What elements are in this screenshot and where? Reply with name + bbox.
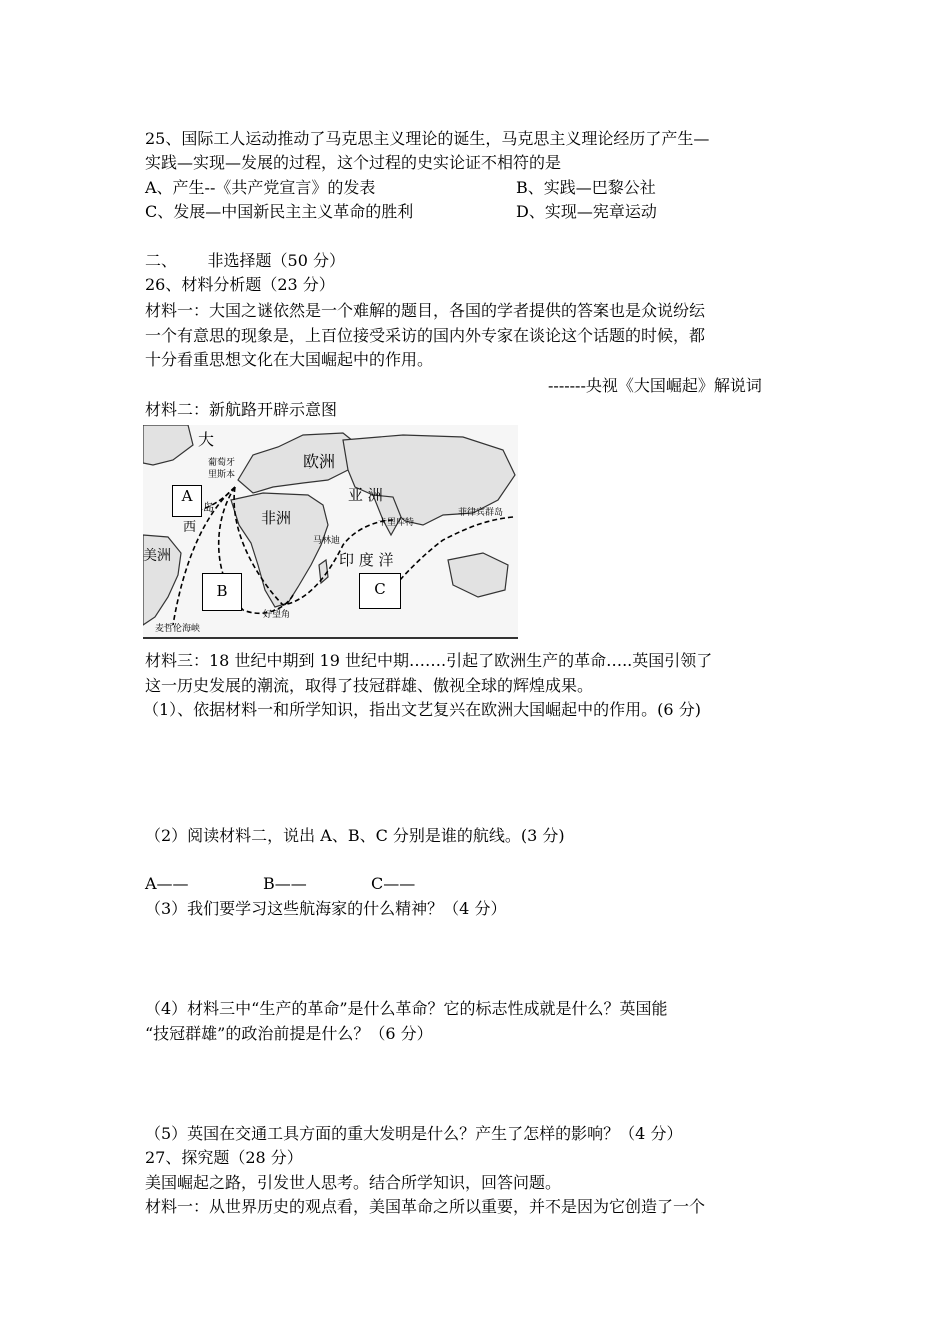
- map-box-c: C: [359, 573, 401, 609]
- map-label-america: 美洲: [143, 548, 171, 564]
- map-label-dao: 岛: [203, 501, 214, 514]
- q26-sub4-line1: （4）材料三中“生产的革命”是什么革命？它的标志性成就是什么？英国能: [145, 999, 668, 1018]
- australia-land: [448, 553, 508, 597]
- q25-option-b: B、实践—巴黎公社: [516, 178, 656, 197]
- map-label-indian-ocean: 印 度 洋: [339, 551, 394, 569]
- q25-option-d: D、实现—宪章运动: [516, 202, 657, 221]
- north-america-land: [143, 425, 193, 465]
- q26-sub2: （2）阅读材料二，说出 A、B、C 分别是谁的航线。(3 分): [145, 826, 565, 845]
- map-label-asia: 亚 洲: [348, 486, 383, 504]
- map-label-lisbon: 里斯本: [208, 470, 236, 480]
- q25-option-c: C、发展—中国新民主主义革命的胜利: [145, 202, 414, 221]
- q26-sub2-answer-a: A——: [145, 874, 189, 893]
- q26-title: 26、材料分析题（23 分）: [145, 275, 335, 294]
- q26-material1-source: -------央视《大国崛起》解说词: [548, 376, 762, 395]
- map-label-europe: 欧洲: [303, 452, 336, 471]
- q26-material2-title: 材料二：新航路开辟示意图: [145, 400, 338, 419]
- q26-material1-line3: 十分看重思想文化在大国崛起中的作用。: [145, 350, 434, 369]
- q26-sub4-line2: “技冠群雄”的政治前提是什么？（6 分）: [145, 1024, 433, 1043]
- map-label-cape: 好望角: [263, 610, 291, 620]
- section-title: 二、 非选择题（50 分）: [145, 251, 345, 270]
- map-box-b: B: [202, 573, 242, 611]
- q27-intro: 美国崛起之路，引发世人思考。结合所学知识，回答问题。: [145, 1173, 562, 1192]
- map-label-calicut: 卡里库特: [378, 518, 415, 528]
- map-drawing: [143, 425, 518, 637]
- europe-land: [238, 433, 358, 493]
- new-sea-routes-map: [143, 425, 518, 639]
- q25-option-a: A、产生--《共产党宣言》的发表: [145, 178, 376, 197]
- map-label-malindi: 马林迪: [313, 536, 341, 546]
- q26-material3-line1: 材料三：18 世纪中期到 19 世纪中期…….引起了欧洲生产的革命…..英国引领了: [145, 651, 713, 670]
- q26-material1-line2: 一个有意思的现象是，上百位接受采访的国内外专家在谈论这个话题的时候，都: [145, 326, 706, 345]
- q25-stem-line1: 25、国际工人运动推动了马克思主义理论的诞生，马克思主义理论经历了产生—: [145, 129, 710, 148]
- q26-sub1: （1）、依据材料一和所学知识，指出文艺复兴在欧洲大国崛起中的作用。(6 分): [143, 700, 701, 719]
- map-label-magellan: 麦哲伦海峡: [155, 624, 201, 634]
- map-label-portugal: 葡萄牙: [208, 458, 236, 468]
- q26-sub5: （5）英国在交通工具方面的重大发明是什么？产生了怎样的影响？（4 分）: [145, 1124, 683, 1143]
- q26-sub2-answer-c: C——: [371, 874, 416, 893]
- q26-sub3: （3）我们要学习这些航海家的什么精神？（4 分）: [145, 899, 507, 918]
- q26-material1-line1: 材料一：大国之谜依然是一个难解的题目，各国的学者提供的答案也是众说纷纭: [145, 301, 706, 320]
- q27-material1-line1: 材料一：从世界历史的观点看，美国革命之所以重要，并不是因为它创造了一个: [145, 1197, 706, 1216]
- q25-stem-line2: 实践—实现—发展的过程，这个过程的史实论证不相符的是: [145, 153, 562, 172]
- map-label-xi: 西: [183, 520, 197, 535]
- q26-material3-line2: 这一历史发展的潮流，取得了技冠群雄、傲视全球的辉煌成果。: [145, 676, 594, 695]
- map-label-africa: 非洲: [261, 509, 292, 527]
- q27-title: 27、探究题（28 分）: [145, 1148, 303, 1167]
- map-label-da: 大: [198, 430, 215, 449]
- q26-sub2-answer-b: B——: [263, 874, 307, 893]
- map-label-philippines: 菲律宾群岛: [458, 508, 504, 518]
- map-box-a: A: [172, 485, 202, 517]
